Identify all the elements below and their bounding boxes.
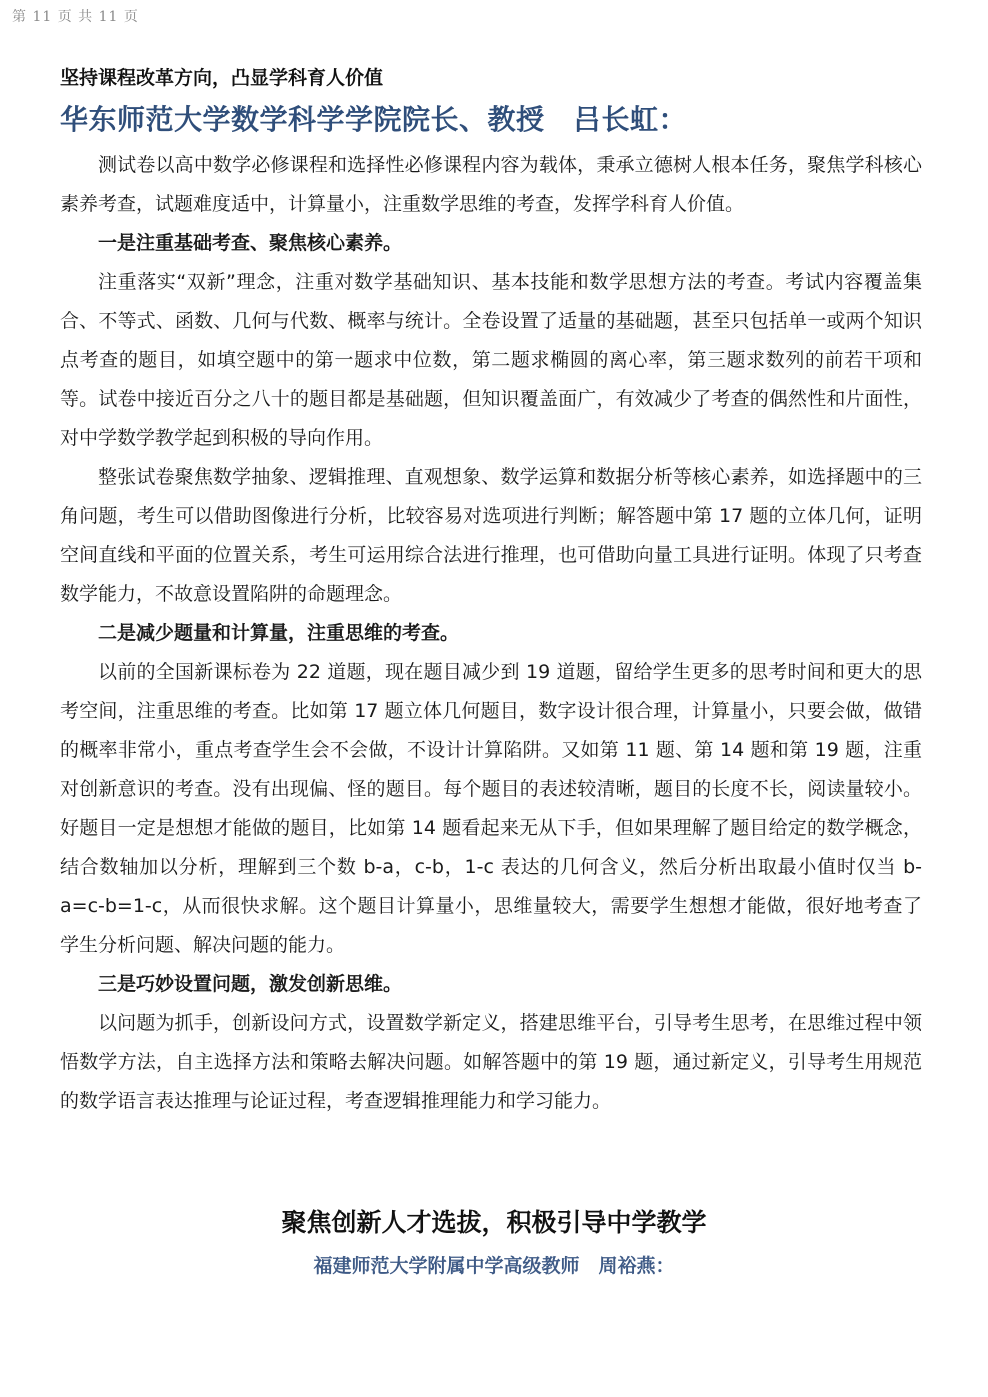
point-heading-3: 三是巧妙设置问题，激发创新思维。 — [98, 973, 403, 995]
point2-paragraph: 以前的全国新课标卷为 22 道题，现在题目减少到 19 道题，留给学生更多的思考时间和更大的思考空间，注重思维的考查。比如第 17 题立体几何题目，数字设计很合理，计算量小，只要会做，做错的概率非常小，重点考查学生会不会做，不设计计算陷阱。又如第 11 题、第 14 题和第 19 题，注重对创新意识的考查。没有出现偏、怪的题目。每个题目的表述较清晰，题目的长度不长，阅读量较小。好题目一定是想想才能做的题目，比如第 14 题看起来无从下手，但如果理解了题目给定的数学概念，结合数轴加以分析，理解到三个数 b-a，c-b，1-c 表达的几何含义，然后分析出取最小值时仅当 b-a=c-b=1-c，从而很快求解。这个题目计算量小，思维量较大，需要学生想想才能做，很好地考查了学生分析问题、解决问题的能力。 — [60, 661, 922, 956]
second-speaker-heading: 福建师范大学附属中学高级教师 周裕燕： — [313, 1255, 675, 1277]
point-heading-1: 一是注重基础考查、聚焦核心素养。 — [98, 232, 403, 254]
point1-paragraph-2: 整张试卷聚焦数学抽象、逻辑推理、直观想象、数学运算和数据分析等核心素养，如选择题中的三角问题，考生可以借助图像进行分析，比较容易对选项进行判断；解答题中第 17 题的立体几何，证明空间直线和平面的位置关系，考生可运用综合法进行推理，也可借助向量工具进行证明。体现了只考查数学能力，不故意设置陷阱的命题理念。 — [60, 466, 922, 605]
second-section-title: 聚焦创新人才选拔，积极引导中学教学 — [281, 1208, 707, 1237]
section-title: 坚持课程改革方向，凸显学科育人价值 — [60, 67, 384, 89]
article-body — [60, 66, 922, 1121]
second-section — [0, 1205, 988, 1281]
point3-paragraph: 以问题为抓手，创新设问方式，设置数学新定义，搭建思维平台，引导考生思考，在思维过程中领悟数学方法，自主选择方法和策略去解决问题。如解答题中的第 19 题，通过新定义，引导考生用规范的数学语言表达推理与论证过程，考查逻辑推理能力和学习能力。 — [60, 1012, 922, 1112]
intro-paragraph: 测试卷以高中数学必修课程和选择性必修课程内容为载体，秉承立德树人根本任务，聚焦学科核心素养考查，试题难度适中，计算量小，注重数学思维的考查，发挥学科育人价值。 — [60, 154, 922, 215]
point1-paragraph-1: 注重落实“双新”理念，注重对数学基础知识、基本技能和数学思想方法的考查。考试内容覆盖集合、不等式、函数、几何与代数、概率与统计。全卷设置了适量的基础题，甚至只包括单一或两个知识点考查的题目，如填空题中的第一题求中位数，第二题求椭圆的离心率，第三题求数列的前若干项和等。试卷中接近百分之八十的题目都是基础题，但知识覆盖面广，有效减少了考查的偶然性和片面性，对中学数学教学起到积极的导向作用。 — [60, 271, 922, 449]
point-heading-2: 二是减少题量和计算量，注重思维的考查。 — [98, 622, 460, 644]
page-indicator: 第 11 页 共 11 页 — [12, 9, 139, 25]
speaker-heading: 华东师范大学数学科学学院院长、教授 吕长虹： — [60, 103, 688, 136]
